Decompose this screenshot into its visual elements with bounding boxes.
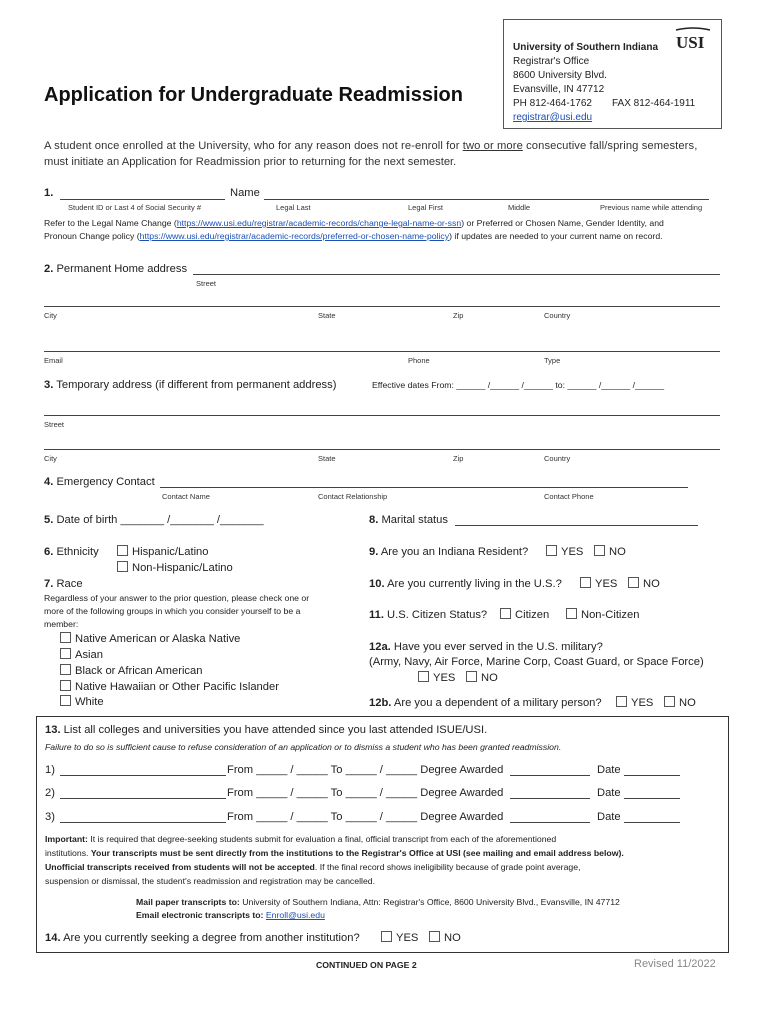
college-row-1-date[interactable] [624, 775, 680, 776]
q12b-no[interactable]: NO [664, 696, 696, 709]
legal-name-change-link[interactable]: https://www.usi.edu/registrar/academic-records/change-legal-name-or-ssn [176, 218, 462, 228]
q10-yes[interactable]: YES [580, 577, 617, 590]
race-pacific-islander[interactable]: Native Hawaiian or Other Pacific Islander [60, 680, 279, 693]
q4-label: 4. Emergency Contact [44, 476, 155, 488]
checkbox[interactable] [60, 680, 71, 691]
college-row-1-date-label: Date [597, 764, 621, 776]
sub-country: Country [544, 311, 571, 320]
continued-note: CONTINUED ON PAGE 2 [316, 960, 417, 970]
office-city: Evansville, IN 47712 [513, 84, 605, 95]
college-row-2-number: 2) [45, 787, 55, 799]
college-row-3-date[interactable] [624, 822, 680, 823]
important-line-4: suspension or dismissal, the student's readmission and registration may be cancelled. [45, 876, 376, 886]
q12a-yes[interactable]: YES [418, 671, 455, 684]
sub-legal-first: Legal First [408, 203, 444, 212]
q9-yes[interactable]: YES [546, 545, 583, 558]
permanent-street-field[interactable] [193, 274, 720, 275]
sub-contact-name: Contact Name [162, 492, 210, 501]
q12a-no[interactable]: NO [466, 671, 498, 684]
college-row-2-date-label: Date [597, 787, 621, 799]
college-row-2-date[interactable] [624, 798, 680, 799]
important-line-2: institutions. Your transcripts must be sent directly from the institutions to the Registrar's Office at USI (see mailing and email address below). [45, 848, 624, 858]
sub-street: Street [196, 279, 217, 288]
sub-legal-last: Legal Last [276, 203, 311, 212]
sub-previous-name: Previous name while attending [600, 203, 703, 212]
college-row-2-dates[interactable]: From _____ / _____ To _____ / _____ Degree Awarded [227, 787, 504, 799]
college-row-2-degree[interactable] [510, 798, 590, 799]
name-field[interactable] [264, 199, 709, 200]
college-row-1-dates[interactable]: From _____ / _____ To _____ / _____ Degree Awarded [227, 764, 504, 776]
q9-no[interactable]: NO [594, 545, 626, 558]
sub-type: Type [544, 356, 561, 365]
refer-line-2: Pronoun Change policy (https://www.usi.edu/registrar/academic-records/preferred-or-chosen-name-policy) if updates are needed to your current name on record. [44, 231, 663, 241]
revised-date: Revised 11/2022 [634, 958, 716, 970]
race-white[interactable]: White [60, 695, 104, 708]
checkbox[interactable] [546, 545, 557, 556]
race-native-american[interactable]: Native American or Alaska Native [60, 632, 240, 645]
race-note-1: Regardless of your answer to the prior question, please check one or [44, 593, 310, 603]
q13-warning: Failure to do so is sufficient cause to refuse consideration of an application or to dismiss a student who has been granted readmission. [45, 742, 562, 752]
checkbox[interactable] [117, 561, 128, 572]
temporary-city-field[interactable] [44, 449, 720, 450]
q10-label: 10. Are you currently living in the U.S.? [369, 578, 562, 590]
q8-label: 8. Marital status [369, 514, 448, 526]
race-black[interactable]: Black or African American [60, 664, 202, 677]
college-row-3-dates[interactable]: From _____ / _____ To _____ / _____ Degree Awarded [227, 811, 504, 823]
college-row-3-name[interactable] [60, 822, 226, 823]
sub-state: State [318, 311, 336, 320]
sub-contact-phone: Contact Phone [544, 492, 594, 501]
emergency-contact-field[interactable] [160, 487, 688, 488]
college-row-1-number: 1) [45, 764, 55, 776]
office-name: Registrar's Office [513, 56, 590, 67]
usi-logo [674, 26, 712, 52]
office-phone: PH 812-464-1762 [513, 98, 592, 109]
permanent-city-field[interactable] [44, 306, 720, 307]
effective-dates[interactable]: Effective dates From: ______ /______ /______ to: ______ /______ /______ [372, 380, 665, 390]
intro-line-1: A student once enrolled at the University, who for any reason does not re-enroll for two or more consecutive fall/spring semesters, [44, 140, 698, 152]
office-fax: FAX 812-464-1911 [612, 98, 696, 109]
q1-name-label: Name [230, 187, 260, 199]
sub-country-temp: Country [544, 454, 571, 463]
race-note-2: more of the following groups in which you consider yourself to be a [44, 606, 301, 616]
q3-label: 3. Temporary address (if different from permanent address) [44, 379, 337, 391]
sub-phone: Phone [408, 356, 430, 365]
org-name: University of Southern Indiana [513, 42, 659, 53]
q14-yes[interactable]: YES [381, 931, 418, 944]
student-id-field[interactable] [60, 199, 225, 200]
checkbox[interactable] [466, 671, 477, 682]
q2-label: 2. Permanent Home address [44, 263, 188, 275]
sub-email: Email [44, 356, 63, 365]
q11-label: 11. U.S. Citizen Status? [369, 609, 488, 621]
registrar-email-link[interactable]: registrar@usi.edu [513, 112, 593, 123]
q14-label: 14. Are you currently seeking a degree from another institution? [45, 932, 360, 944]
checkbox[interactable] [566, 608, 577, 619]
enroll-email-link[interactable]: Enroll@usi.edu [265, 910, 325, 920]
refer-line-1: Refer to the Legal Name Change (https://www.usi.edu/registrar/academic-records/change-legal-name-or-ssn) or Preferred or Chosen Name, Gender Identity, and [44, 218, 664, 228]
college-row-3-date-label: Date [597, 811, 621, 823]
checkbox[interactable] [117, 545, 128, 556]
page-title: Application for Undergraduate Readmission [44, 84, 463, 106]
svg-text:USI: USI [676, 33, 705, 52]
q1-number: 1. [44, 187, 54, 199]
college-row-3-number: 3) [45, 811, 55, 823]
sub-city-temp: City [44, 454, 57, 463]
checkbox[interactable] [500, 608, 511, 619]
sub-student-id: Student ID or Last 4 of Social Security # [68, 203, 201, 212]
sub-street-temp: Street [44, 420, 65, 429]
office-address: 8600 University Blvd. [513, 70, 607, 81]
college-row-1-degree[interactable] [510, 775, 590, 776]
sub-contact-relationship: Contact Relationship [318, 492, 388, 501]
q6-label: 6. Ethnicity [44, 546, 99, 558]
q11-non-citizen[interactable]: Non-Citizen [566, 608, 639, 621]
college-row-3-degree[interactable] [510, 822, 590, 823]
checkbox[interactable] [580, 577, 591, 588]
checkbox[interactable] [60, 695, 71, 706]
checkbox[interactable] [60, 632, 71, 643]
race-asian[interactable]: Asian [60, 648, 103, 661]
sub-state-temp: State [318, 454, 336, 463]
q9-label: 9. Are you an Indiana Resident? [369, 546, 529, 558]
important-line-3: Unofficial transcripts received from students will not be accepted. If the final record shows ineligibility because of grade point average, [45, 862, 581, 872]
q12b-label: 12b. Are you a dependent of a military person? [369, 697, 602, 709]
checkbox[interactable] [60, 664, 71, 675]
email-transcripts: Email electronic transcripts to: Enroll@usi.edu [136, 910, 325, 920]
q12a-branches: (Army, Navy, Air Force, Marine Corp, Coast Guard, or Space Force) [369, 656, 704, 668]
ethnicity-non-hispanic[interactable]: Non-Hispanic/Latino [117, 561, 233, 574]
q5-date-of-birth[interactable]: 5. Date of birth _______ /_______ /_______ [44, 514, 264, 526]
checkbox[interactable] [616, 696, 627, 707]
checkbox[interactable] [429, 931, 440, 942]
important-line-1: Important: It is required that degree-seeking students submit for evaluation a final, official transcript from each of the aforementioned [45, 834, 557, 844]
sub-zip: Zip [453, 311, 464, 320]
sub-zip-temp: Zip [453, 454, 464, 463]
temporary-street-field[interactable] [44, 415, 720, 416]
marital-status-field[interactable] [455, 525, 698, 526]
permanent-email-field[interactable] [44, 351, 720, 352]
college-row-2-name[interactable] [60, 798, 226, 799]
sub-city: City [44, 311, 57, 320]
checkbox[interactable] [381, 931, 392, 942]
q10-no[interactable]: NO [628, 577, 660, 590]
checkbox[interactable] [628, 577, 639, 588]
checkbox[interactable] [418, 671, 429, 682]
q14-no[interactable]: NO [429, 931, 461, 944]
chosen-name-policy-link[interactable]: https://www.usi.edu/registrar/academic-records/preferred-or-chosen-name-policy [139, 231, 450, 241]
q12a-label: 12a. Have you ever served in the U.S. military? [369, 641, 603, 653]
q11-citizen[interactable]: Citizen [500, 608, 549, 621]
sub-middle: Middle [508, 203, 531, 212]
intro-line-2: must initiate an Application for Readmission prior to returning for the next semester. [44, 156, 457, 168]
q12b-yes[interactable]: YES [616, 696, 653, 709]
mail-transcripts: Mail paper transcripts to: University of Southern Indiana, Attn: Registrar's Office, 8600 University Blvd., Evansville, IN 47712 [136, 897, 620, 907]
ethnicity-hispanic[interactable]: Hispanic/Latino [117, 545, 209, 558]
q13-label: 13. List all colleges and universities you have attended since you last attended ISUE/USI. [45, 724, 488, 736]
race-note-3: member: [44, 619, 79, 629]
q7-label: 7. Race [44, 578, 83, 590]
registrar-contact-box [503, 19, 722, 129]
checkbox[interactable] [60, 648, 71, 659]
checkbox[interactable] [594, 545, 605, 556]
checkbox[interactable] [664, 696, 675, 707]
college-row-1-name[interactable] [60, 775, 226, 776]
